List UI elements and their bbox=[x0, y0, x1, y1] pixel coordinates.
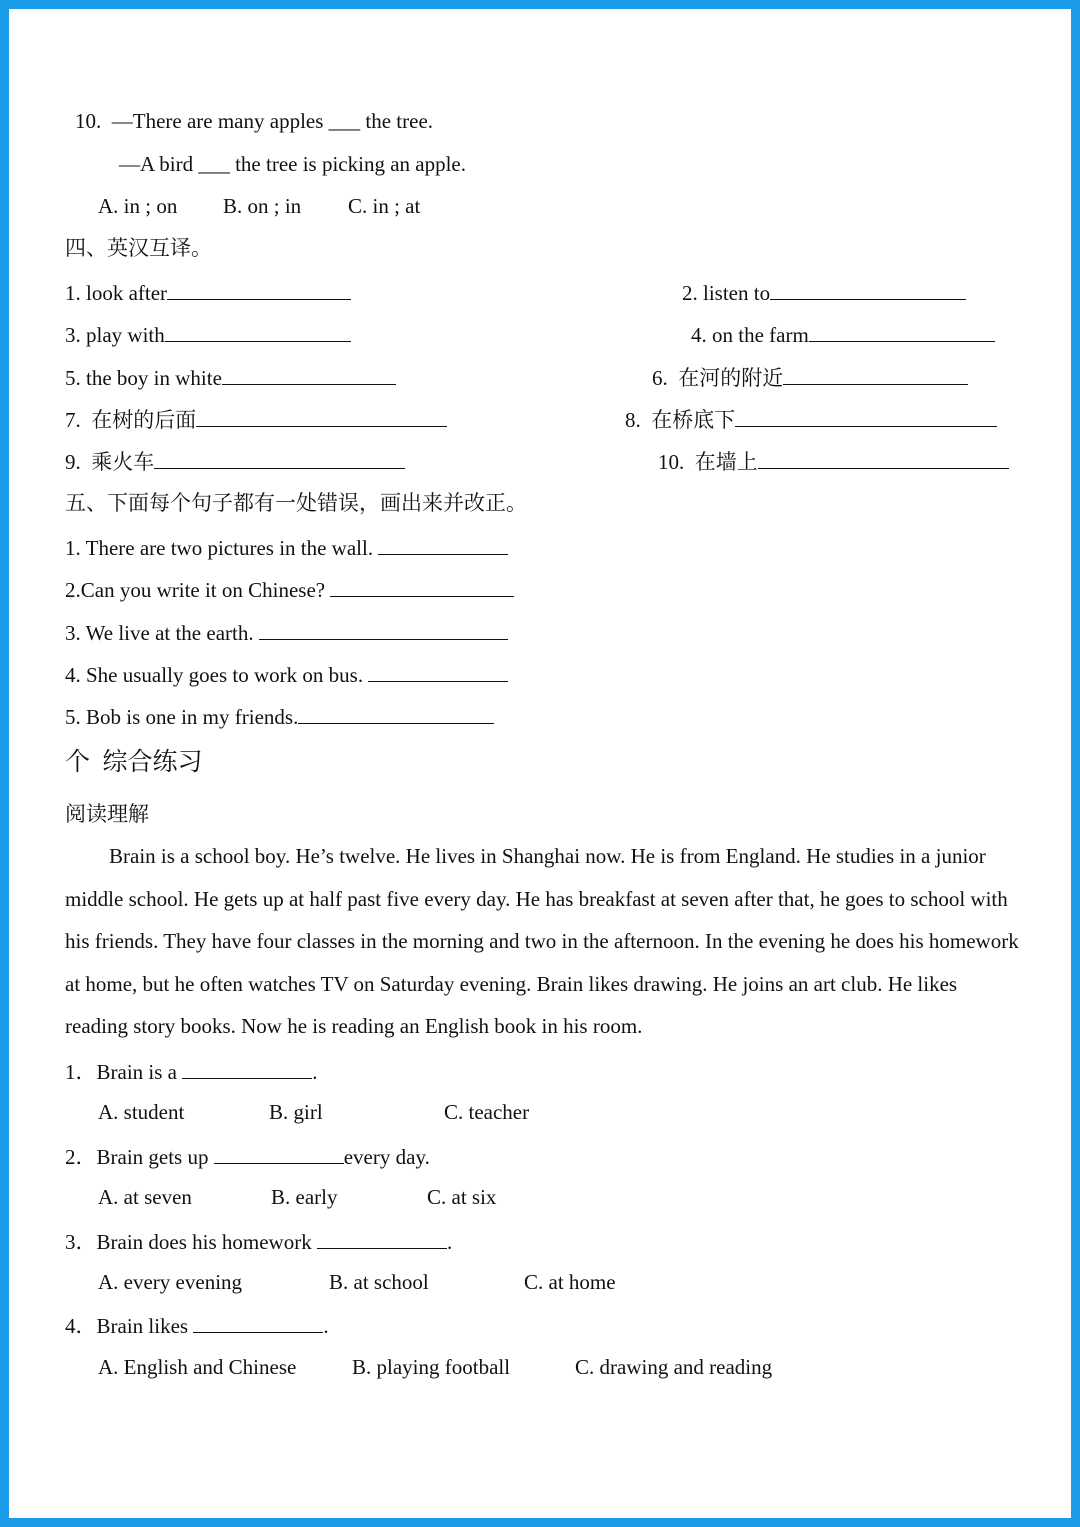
question-option: C. drawing and reading bbox=[575, 1355, 773, 1379]
question-option: B. at school bbox=[329, 1270, 429, 1294]
translate-item: 1. look after bbox=[65, 279, 351, 305]
translate-item: 10. 在墙上 bbox=[658, 448, 1009, 474]
translate-item: 6. 在河的附近 bbox=[652, 364, 968, 390]
translate-item: 9. 乘火车 bbox=[65, 448, 405, 474]
reading-passage: Brain is a school boy. He’s twelve. He lives in Shanghai now. He is from England. He studies in a junior middle school. He gets up at half past five every day. He has breakfast at seven after that, he goes to school with his friends. They have four classes in the morning and two in the afternoon. In the evening he does his homework at home, but he often watches TV on Saturday evening. Brain likes drawing. He joins an art club. He likes reading story books. Now he is reading an English book in his room. bbox=[65, 844, 1019, 1038]
q10-option-c: C. in ; at bbox=[348, 194, 421, 218]
section6-title: 个 综合练习 bbox=[65, 749, 203, 776]
q10-line1: 10. —There are many apples ___ the tree. bbox=[75, 109, 434, 133]
reading-subtitle: 阅读理解 bbox=[65, 802, 149, 826]
translate-item: 5. the boy in white bbox=[65, 364, 396, 390]
question-option: A. student bbox=[98, 1100, 185, 1124]
translate-item: 8. 在桥底下 bbox=[625, 406, 997, 432]
section4-title: 四、英汉互译。 bbox=[65, 236, 212, 260]
question-option: C. at home bbox=[524, 1270, 616, 1294]
question-option: B. playing football bbox=[352, 1355, 511, 1379]
translate-item: 3. play with bbox=[65, 321, 351, 347]
question-option: A. every evening bbox=[98, 1270, 243, 1294]
worksheet-page bbox=[9, 9, 1071, 1518]
q10-option-a: A. in ; on bbox=[98, 194, 178, 218]
translate-item: 2. listen to bbox=[682, 279, 966, 305]
reading-question: 2．Brain gets up every day. bbox=[65, 1145, 430, 1169]
question-option: C. teacher bbox=[444, 1100, 530, 1124]
question-option: C. at six bbox=[427, 1185, 497, 1209]
question-option: B. early bbox=[271, 1185, 338, 1209]
q10-option-b: B. on ; in bbox=[223, 194, 302, 218]
section5-title: 五、下面每个句子都有一处错误，画出来并改正。 bbox=[65, 491, 527, 515]
question-option: A. English and Chinese bbox=[98, 1355, 297, 1379]
translate-item: 7. 在树的后面 bbox=[65, 406, 447, 432]
question-option: A. at seven bbox=[98, 1185, 192, 1209]
correction-item: 5. Bob is one in my friends. bbox=[65, 703, 494, 729]
correction-item: 2.Can you write it on Chinese? bbox=[65, 576, 514, 602]
correction-item: 3. We live at the earth. bbox=[65, 619, 508, 645]
reading-question: 3．Brain does his homework . bbox=[65, 1230, 453, 1254]
reading-question: 4．Brain likes . bbox=[65, 1314, 329, 1338]
translate-item: 4. on the farm bbox=[691, 321, 995, 347]
reading-question: 1．Brain is a . bbox=[65, 1060, 318, 1084]
question-option: B. girl bbox=[269, 1100, 323, 1124]
correction-item: 1. There are two pictures in the wall. bbox=[65, 534, 508, 560]
q10-line2: —A bird ___ the tree is picking an apple. bbox=[119, 152, 467, 176]
correction-item: 4. She usually goes to work on bus. bbox=[65, 661, 508, 687]
